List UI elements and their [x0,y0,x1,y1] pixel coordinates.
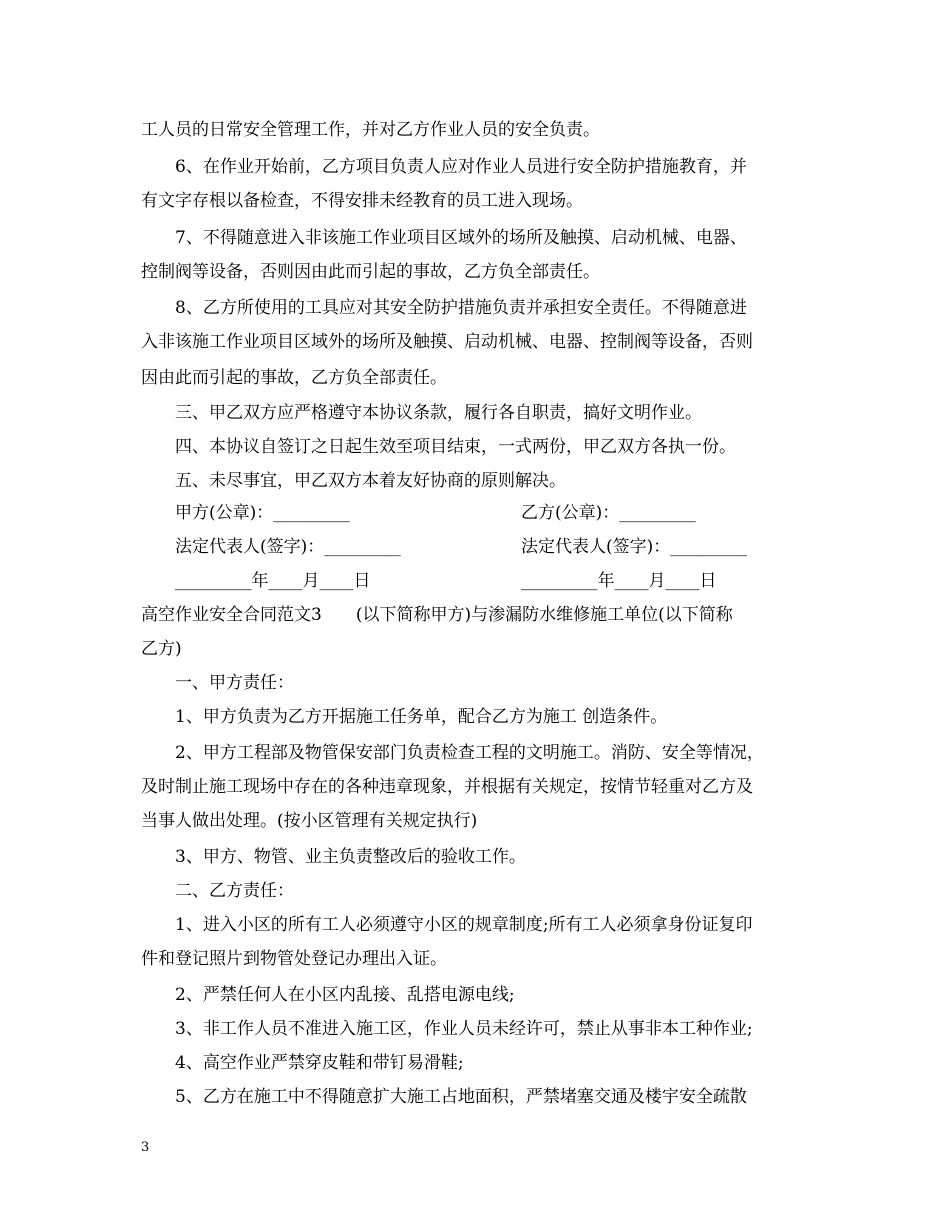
paragraph-line: 1、甲方负责为乙方开据施工任务单，配合乙方为施工 创造条件。 [175,707,668,727]
section-heading-line: 高空作业安全合同范文3 (以下简称甲方)与渗漏防水维修施工单位(以下简称 [141,605,733,625]
paragraph-line: 1、进入小区的所有工人必须遵守小区的规章制度;所有工人必须拿身份证复印 [175,915,753,935]
paragraph-line: 控制阀等设备，否则因由此而引起的事故，乙方负全部责任。 [141,262,600,282]
paragraph-line: 3、非工作人员不准进入施工区，作业人员未经许可，禁止从事非本工种作业; [175,1019,753,1039]
paragraph-line: 五、未尽事宜，甲乙双方本着友好协商的原则解决。 [175,471,566,491]
paragraph-line: 入非该施工作业项目区域外的场所及触摸、启动机械、电器、控制阀等设备，否则 [141,332,753,352]
party-b-date: _________年____月____日 [521,571,717,591]
paragraph-line: 5、乙方在施工中不得随意扩大施工占地面积，严禁堵塞交通及楼宇安全疏散 [175,1087,747,1107]
paragraph-line: 2、甲方工程部及物管保安部门负责检查工程的文明施工。消防、安全等情况， [175,743,764,763]
party-b-representative: 法定代表人(签字)：_________ [521,537,747,557]
paragraph-line: 三、甲乙双方应严格遵守本协议条款，履行各自职责，搞好文明作业。 [175,403,702,423]
party-a-date: _________年____月____日 [175,571,371,591]
paragraph-line: 四、本协议自签订之日起生效至项目结束，一式两份，甲乙双方各执一份。 [175,437,736,457]
paragraph-line: 当事人做出处理。(按小区管理有关规定执行) [141,811,478,831]
paragraph-line: 件和登记照片到物管处登记办理出入证。 [141,949,447,969]
paragraph-line: 3、甲方、物管、业主负责整改后的验收工作。 [175,847,526,867]
paragraph-line: 一、甲方责任： [175,673,294,693]
paragraph-line: 2、严禁任何人在小区内乱接、乱搭电源电线; [175,985,515,1005]
page-number: 3 [141,1140,150,1155]
paragraph-line: 及时制止施工现场中存在的各种违章现象，并根据有关规定，按情节轻重对乙方及 [141,777,753,797]
paragraph-line: 8、乙方所使用的工具应对其安全防护措施负责并承担安全责任。不得随意进 [175,298,747,318]
paragraph-line: 4、高空作业严禁穿皮鞋和带钉易滑鞋; [175,1053,464,1073]
paragraph-line: 6、在作业开始前，乙方项目负责人应对作业人员进行安全防护措施教育，并 [175,157,747,177]
party-a-representative: 法定代表人(签字)：_________ [175,537,401,557]
paragraph-line: 因由此而引起的事故，乙方负全部责任。 [141,368,447,388]
paragraph-line: 7、不得随意进入非该施工作业项目区域外的场所及触摸、启动机械、电器、 [175,228,747,248]
paragraph-line: 有文字存根以备检查，不得安排未经教育的员工进入现场。 [141,191,583,211]
paragraph-line: 工人员的日常安全管理工作，并对乙方作业人员的安全负责。 [141,120,600,140]
paragraph-line: 二、乙方责任： [175,881,294,901]
party-a-seal: 甲方(公章)：_________ [175,503,350,523]
paragraph-line: 乙方) [141,639,182,659]
party-b-seal: 乙方(公章)：_________ [521,503,696,523]
